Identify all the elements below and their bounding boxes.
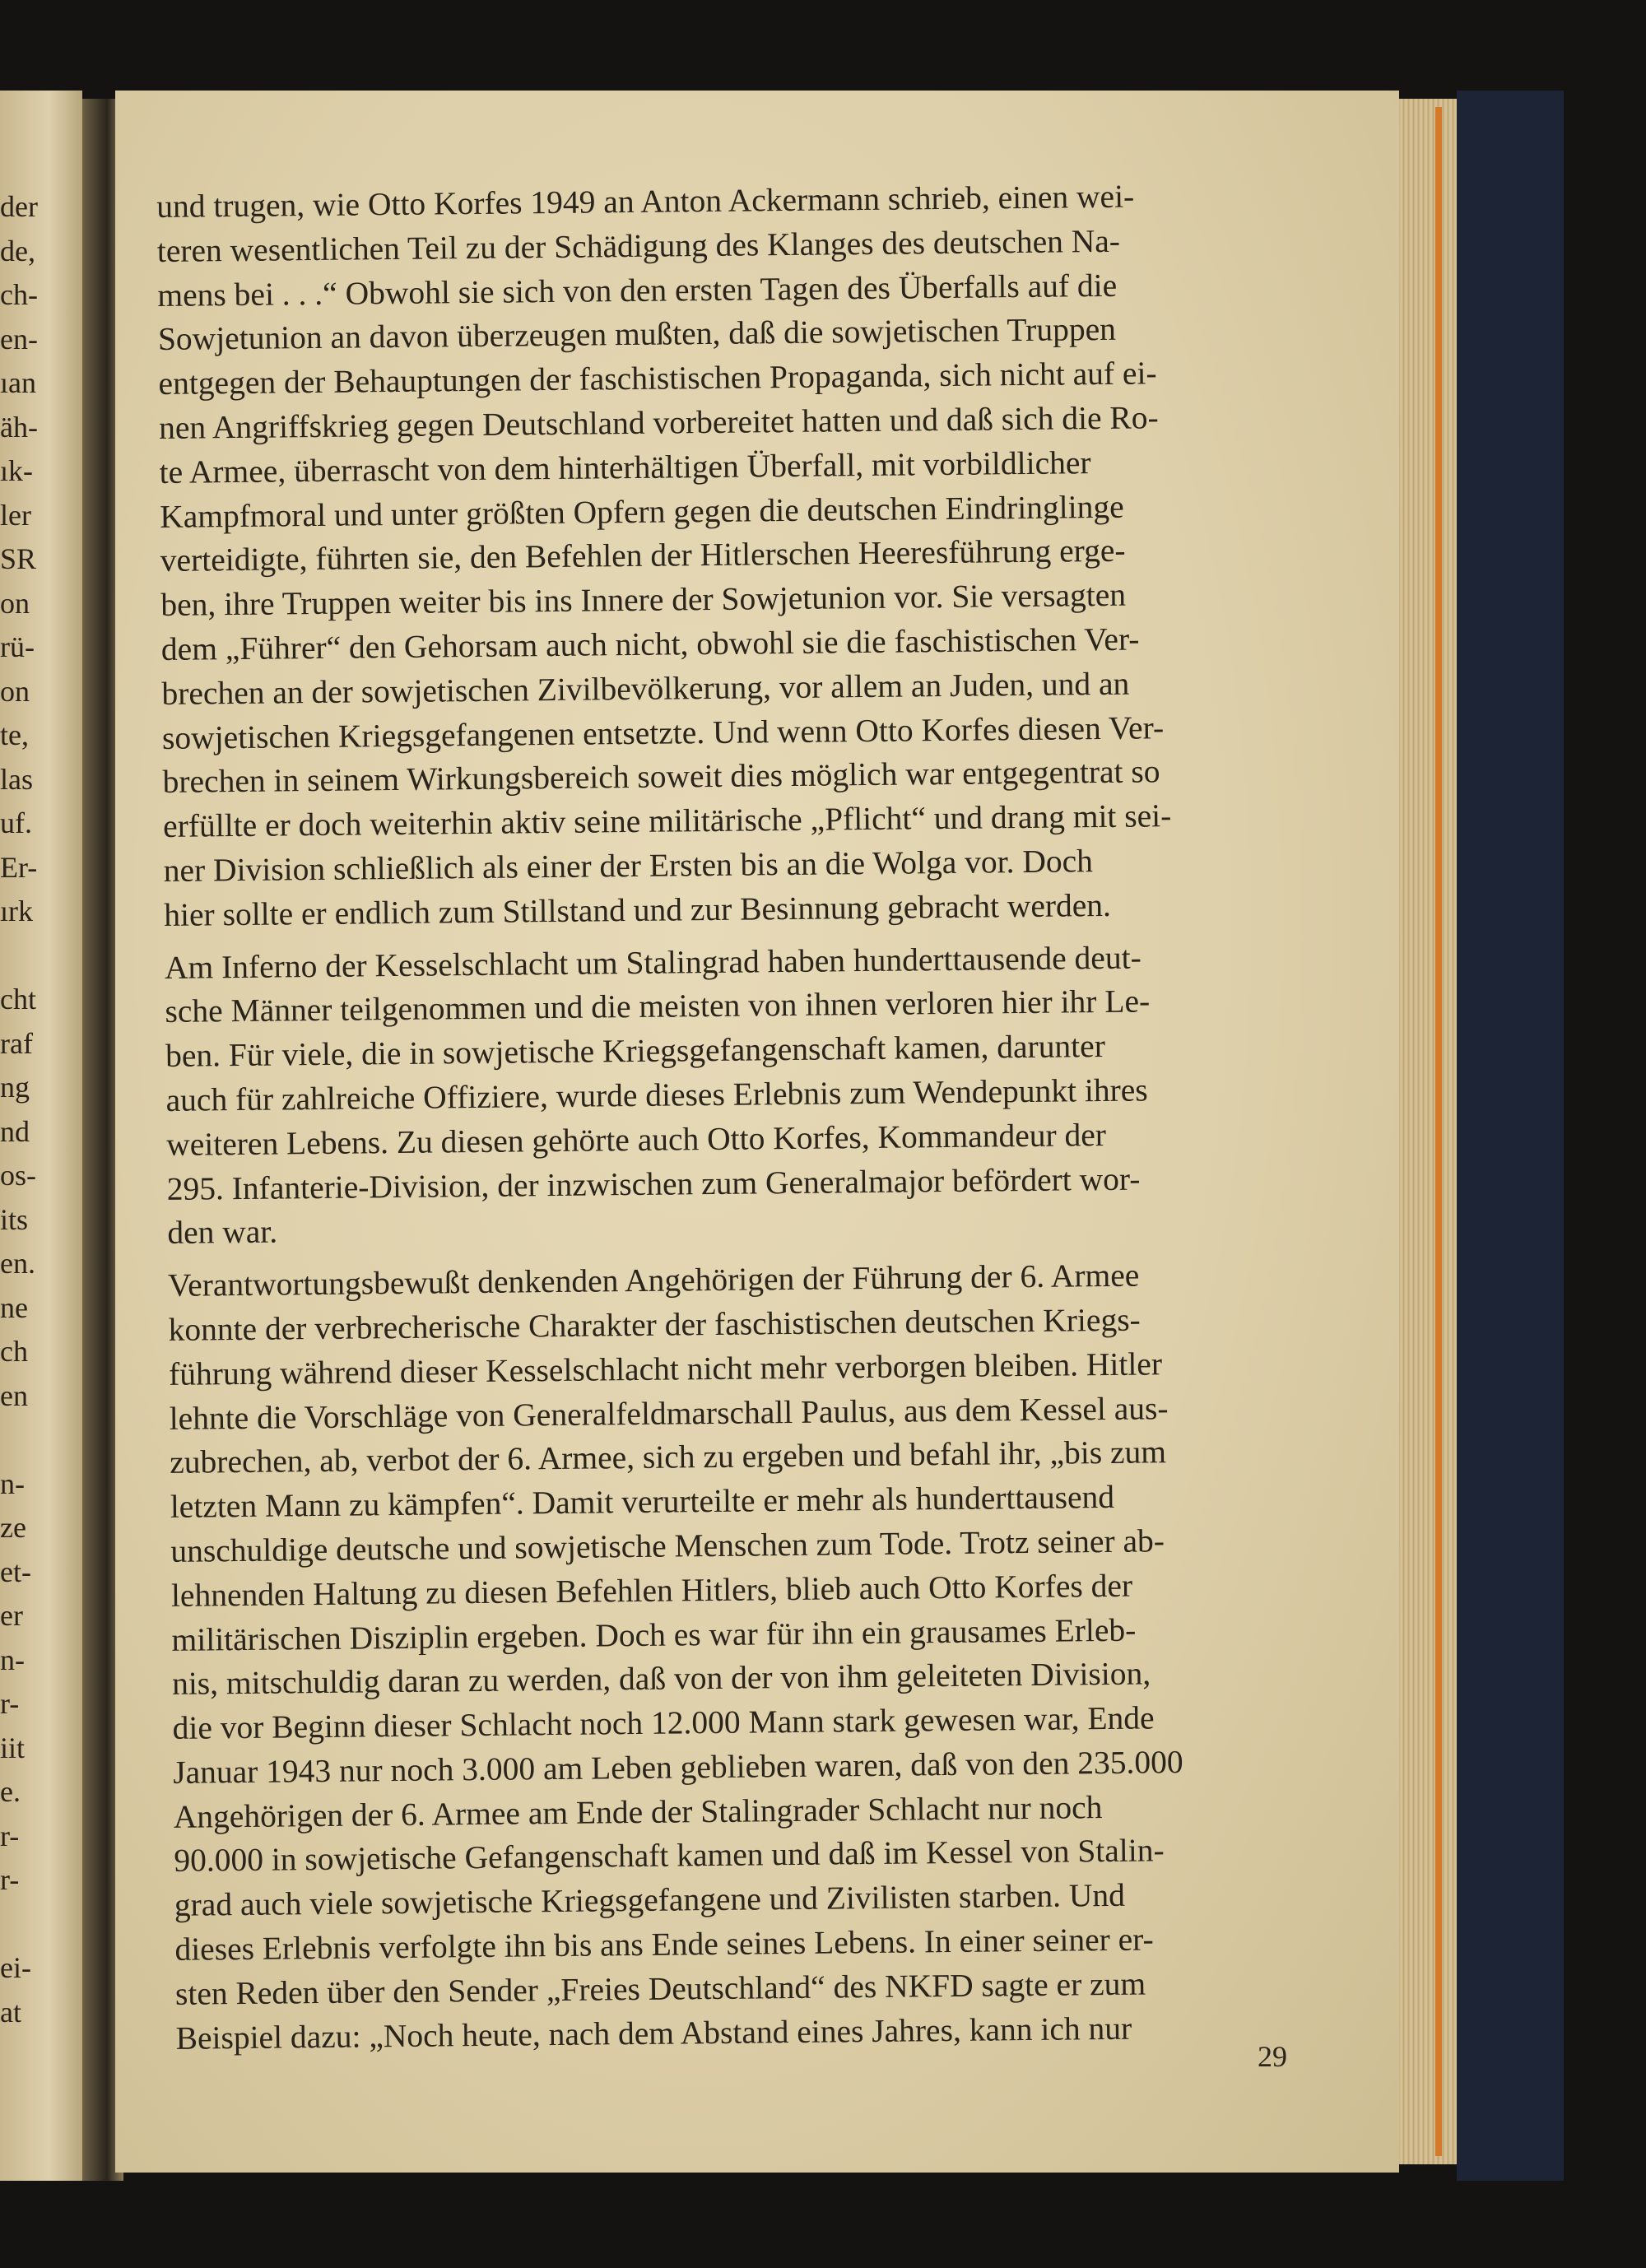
left-page-fragment: r- [0,1687,20,1720]
text-line: dieses Erlebnis verfolgte ihn bis ans Ende seines Lebens. In einer seiner er- [174,1921,1154,1968]
text-line: 295. Infanterie-Division, der inzwischen zum Generalmajor befördert wor- [166,1160,1141,1207]
left-page-fragment: en [0,1378,28,1412]
left-page-fragment: ne [0,1290,28,1324]
left-page-fragment: cht [0,983,36,1015]
left-page-fragment: en. [0,1247,35,1280]
left-page-fragment: rü- [0,630,35,663]
left-page-fragment: ıan [0,366,36,399]
text-line: zubrechen, ab, verbot der 6. Armee, sich zu ergeben und befahl ihr, „bis zum [170,1434,1167,1481]
left-page-fragment: ler [0,498,31,532]
left-page-fragment: ze [0,1511,26,1544]
left-page-fragment: ng [0,1071,30,1104]
text-line: und trugen, wie Otto Korfes 1949 an Anton Ackermann schrieb, einen wei- [156,178,1135,225]
text-line: teren wesentlichen Teil zu der Schädigung des Klanges des deutschen Na- [156,222,1121,269]
text-line: 90.000 in sowjetische Gefangenschaft kamen und daß im Kessel von Stalin- [174,1832,1165,1880]
left-page-fragment: ch [0,1335,28,1368]
text-line: konnte der verbrecherische Charakter der faschistischen deutschen Kriegs- [168,1301,1141,1348]
text-line: dem „Führer“ den Gehorsam auch nicht, obwohl sie die faschistischen Ver- [160,620,1140,667]
text-line: erfüllte er doch weiterhin aktiv seine militärische „Pflicht“ und drang mit sei- [162,797,1172,845]
text-line: Sowjetunion an davon überzeugen mußten, daß die sowjetischen Truppen [157,311,1117,358]
text-line: führung während dieser Kesselschlacht nicht mehr verborgen bleiben. Hitler [168,1345,1163,1392]
text-line: Januar 1943 nur noch 3.000 am Leben geblieben waren, daß von den 235.000 [172,1743,1183,1791]
left-page-fragment: os- [0,1159,36,1192]
text-line: mens bei . . .“ Obwohl sie sich von den ersten Tagen des Überfalls auf die [157,267,1118,314]
text-line: verteidigte, führten sie, den Befehlen der Hitlerschen Heeresführung erge- [160,532,1126,579]
left-page-fragment: ık- [0,454,33,487]
text-line: unschuldige deutsche und sowjetische Menschen zum Tode. Trotz seiner ab- [170,1522,1165,1569]
left-page-fragment: ei- [0,1951,31,1984]
left-page-fragment: r- [0,1863,20,1896]
left-page-fragment: its [0,1202,29,1236]
left-page-fragment: on [0,674,30,708]
left-page-fragment: on [0,586,30,620]
text-line: ben. Für viele, die in sowjetische Kriegsgefangenschaft kamen, darunter [165,1028,1106,1075]
text-line: ner Division schließlich als einer der Ersten bis an die Wolga vor. Doch [163,843,1094,889]
text-line: weiteren Lebens. Zu diesen gehörte auch Otto Korfes, Kommandeur der [165,1116,1107,1163]
paragraph [165,934,1304,1256]
left-page-fragment: Er- [0,850,38,884]
text-line: sten Reden über den Sender „Freies Deutschland“ des NKFD sagte er zum [174,1965,1146,2012]
left-page-fragment: ch- [0,278,38,311]
left-page-fragment: nd [0,1114,30,1148]
text-line: brechen in seinem Wirkungsbereich soweit dies möglich war entgegentrat so [162,753,1160,801]
page-number: 29 [1258,2040,1287,2073]
left-page-edge [0,91,82,2181]
text-line: nis, mitschuldig daran zu werden, daß von der von ihm geleiteten Division, [171,1655,1151,1703]
paragraph [156,174,1300,938]
page-stack-orange-edge [1435,107,1442,2156]
text-line: nen Angriffskrieg gegen Deutschland vorbereitet hatten und daß sich die Ro- [158,399,1159,446]
left-page-fragment: SR [0,542,37,575]
text-line: hier sollte er endlich zum Stillstand und zur Besinnung gebracht werden. [164,886,1112,933]
left-page-fragment: raf [0,1026,33,1060]
text-line: sowjetischen Kriegsgefangenen entsetzte. Und wenn Otto Korfes diesen Ver- [161,709,1165,756]
text-line: Am Inferno der Kesselschlacht um Stalingrad haben hunderttausende deut- [164,939,1142,986]
left-page-fragment: n- [0,1643,25,1676]
text-line: den war. [167,1213,278,1252]
text-line: auch für zahlreiche Offiziere, wurde dieses Erlebnis zum Wendepunkt ihres [165,1071,1148,1118]
text-line: letzten Mann zu kämpfen“. Damit verurteilte er mehr als hunderttausend [170,1479,1115,1526]
left-page-fragment: las [0,762,33,796]
paragraph [168,1253,1312,2061]
left-page-fragment: uf. [0,806,32,839]
text-line: Beispiel dazu: „Noch heute, nach dem Abstand eines Jahres, kann ich nur [175,2010,1132,2057]
left-page-fragment: äh- [0,410,38,444]
text-line: te Armee, überrascht von dem hinterhältigen Überfall, mit vorbildlicher [159,444,1091,490]
text-line: ben, ihre Truppen weiter bis ins Innere der Sowjetunion vor. Sie versagten [160,576,1127,624]
text-line: militärischen Disziplin ergeben. Doch es war für ihn ein grausames Erleb- [171,1611,1137,1658]
left-page-fragment: e. [0,1775,21,1808]
left-page-fragment: der [0,190,38,223]
text-line: Angehörigen der 6. Armee am Ende der Stalingrader Schlacht nur noch [173,1788,1103,1835]
left-page-fragment: r- [0,1819,20,1852]
text-line: lehnenden Haltung zu diesen Befehlen Hitlers, blieb auch Otto Korfes der [170,1567,1133,1614]
text-line: brechen an der sowjetischen Zivilbevölkerung, vor allem an Juden, und an [161,665,1130,712]
text-line: Kampfmoral und unter größten Opfern gegen die deutschen Eindringlinge [159,488,1124,535]
left-page-fragment: at [0,1995,21,2029]
text-line: die vor Beginn dieser Schlacht noch 12.000 Mann stark gewesen war, Ende [172,1699,1155,1746]
text-line: grad auch viele sowjetische Kriegsgefangene und Zivilisten starben. Und [174,1877,1126,1924]
body-text [156,174,1312,2070]
left-page-fragment: iit [0,1731,26,1764]
page-stack-edge [1399,99,1457,2164]
text-line: lehnte die Vorschläge von Generalfeldmarschall Paulus, aus dem Kessel aus- [169,1389,1169,1437]
left-page-fragment: er [0,1599,23,1632]
text-line: sche Männer teilgenommen und die meisten von ihnen verloren hier ihr Le- [165,983,1151,1030]
left-page-fragment: n- [0,1466,25,1500]
left-page-fragment: te, [0,718,29,751]
book-cover [1457,91,1564,2181]
left-page-fragment: de, [0,234,35,267]
left-page-fragment: ırk [0,895,33,927]
text-line: Verantwortungsbewußt denkenden Angehörigen der Führung der 6. Armee [167,1257,1140,1304]
left-page-fragment: en- [0,322,38,356]
text-line: entgegen der Behauptungen der faschistischen Propaganda, sich nicht auf ei- [158,355,1157,402]
left-page-fragment: et- [0,1555,31,1588]
